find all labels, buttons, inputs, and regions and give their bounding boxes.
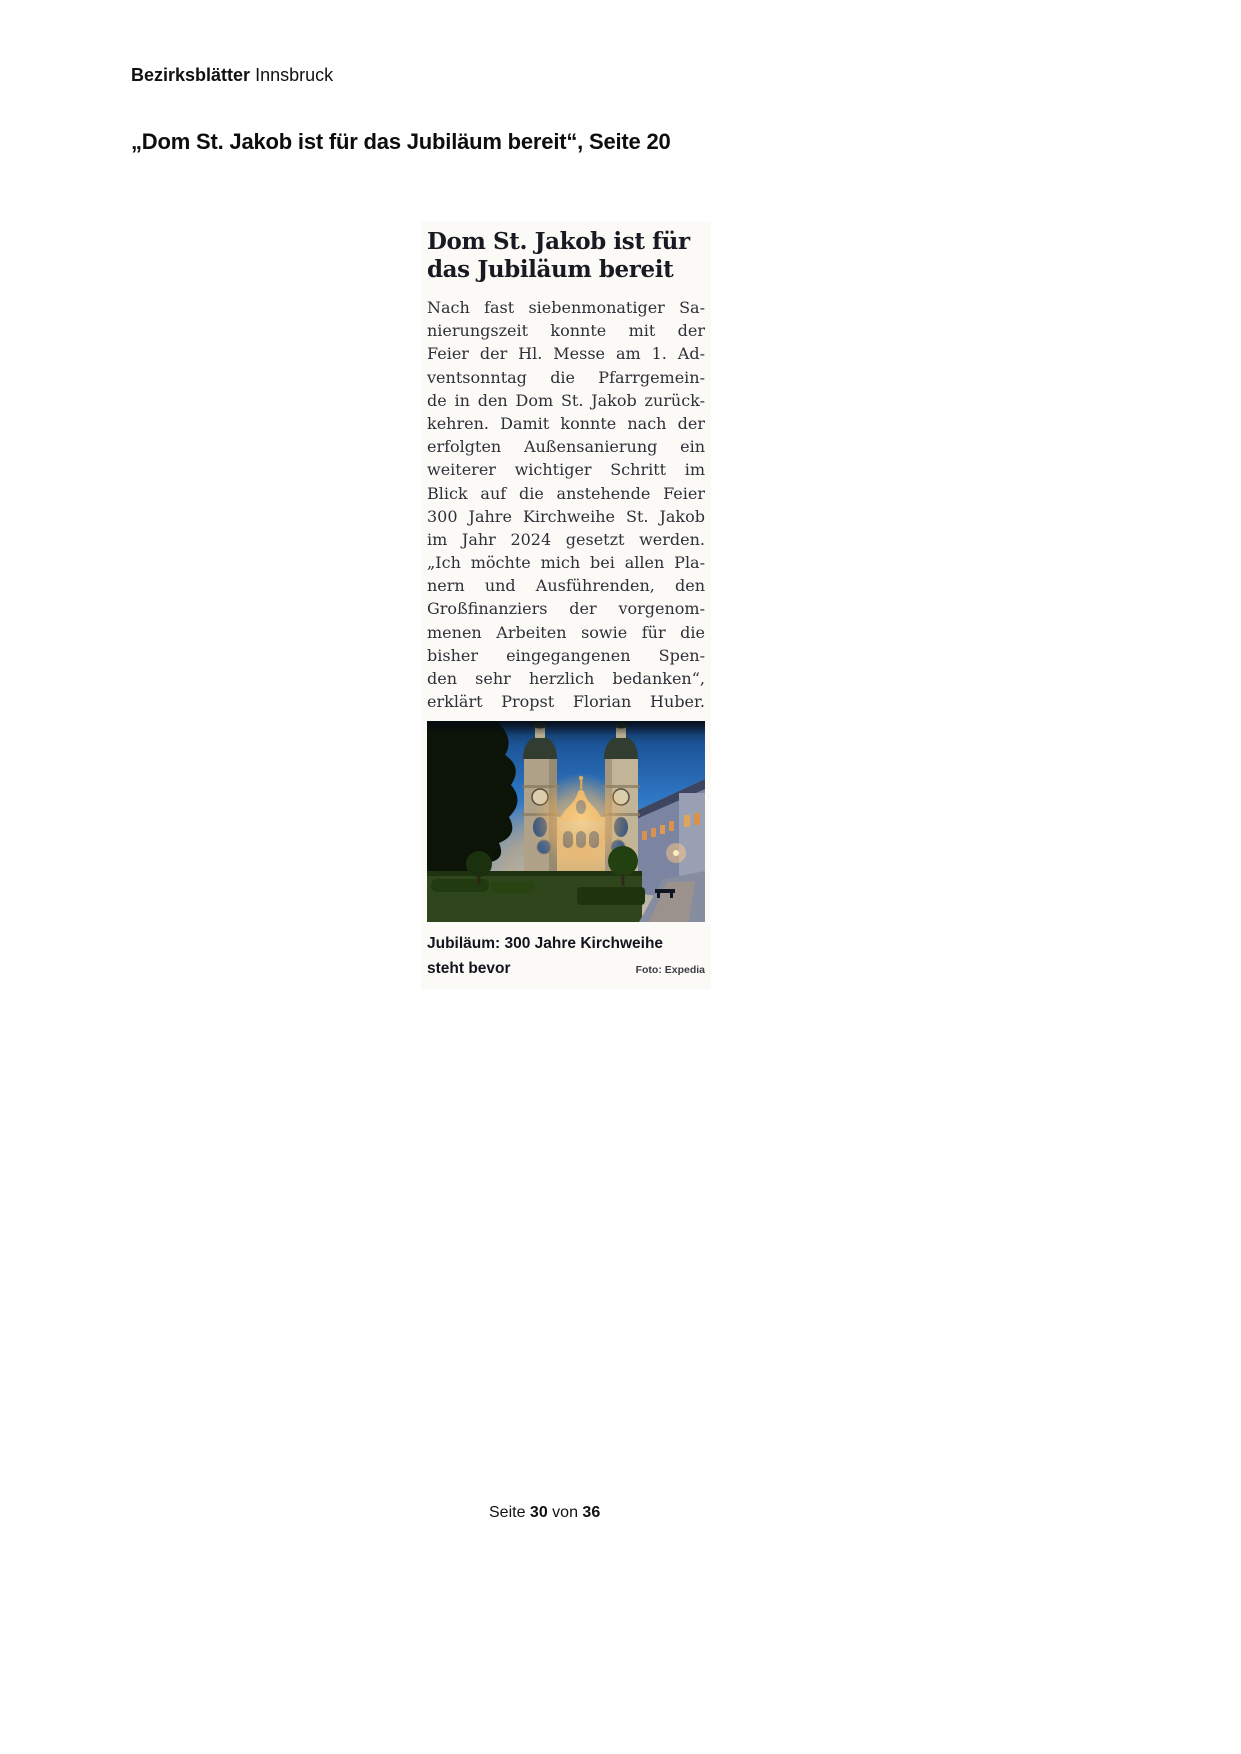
article-body-line: nierungszeit konnte mit der <box>427 321 705 341</box>
footer-label-of: von <box>552 1504 578 1521</box>
article-body-line: Nach fast siebenmonatiger Sa- <box>427 298 705 317</box>
article-body-line: den sehr herzlich bedanken“, <box>427 669 705 688</box>
article-body-line: kehren. Damit konnte nach der <box>427 413 705 433</box>
photo-credit: Foto: Expedia <box>635 964 705 977</box>
article-body <box>427 296 705 713</box>
page-footer <box>489 1503 600 1523</box>
photo-caption-line-1: Jubiläum: 300 Jahre Kirchweihe <box>427 935 664 953</box>
article-clipping <box>421 222 711 989</box>
photo-caption-line-2: steht bevor <box>427 960 511 978</box>
article-body-line: menen Arbeiten sowie für die <box>427 622 705 642</box>
article-body-line: Blick auf die anstehende Feier <box>427 483 705 503</box>
article-photo <box>427 721 705 922</box>
publication-edition: Innsbruck <box>255 65 334 85</box>
publication-name: Bezirksblätter <box>131 65 251 85</box>
cathedral-dusk-illustration <box>427 721 705 922</box>
footer-label-page: Seite <box>489 1504 526 1521</box>
article-body-line: 300 Jahre Kirchweihe St. Jakob <box>427 506 705 526</box>
article-body-line: Feier der Hl. Messe am 1. Ad- <box>427 344 705 364</box>
article-body-line: erklärt Propst Florian Huber. <box>427 692 705 712</box>
article-body-line: nern und Ausführenden, den <box>427 576 705 596</box>
article-body-line: weiterer wichtiger Schritt im <box>427 460 705 480</box>
photo-caption <box>427 931 705 983</box>
article-body-line: erfolgten Außensanierung ein <box>427 437 705 457</box>
document-header <box>131 64 333 86</box>
article-body-line: bisher eingegangenen Spen- <box>427 645 705 665</box>
article-body-line: „Ich möchte mich bei allen Pla- <box>427 553 705 573</box>
article-body-line: Großfinanziers der vorgenom- <box>427 599 705 619</box>
article-body-line: ventsonntag die Pfarrgemein- <box>427 367 705 387</box>
article-headline <box>427 228 705 284</box>
footer-page-total: 36 <box>582 1504 601 1521</box>
article-headline-line-2: das Jubiläum bereit <box>427 256 674 283</box>
footer-page-current: 30 <box>529 1504 548 1521</box>
article-body-line: de in den Dom St. Jakob zurück- <box>427 390 705 410</box>
document-title: „Dom St. Jakob ist für das Jubiläum bereit“, Seite 20 <box>131 129 671 154</box>
article-body-line: im Jahr 2024 gesetzt werden. <box>427 529 705 549</box>
article-headline-line-1: Dom St. Jakob ist für <box>427 228 690 255</box>
